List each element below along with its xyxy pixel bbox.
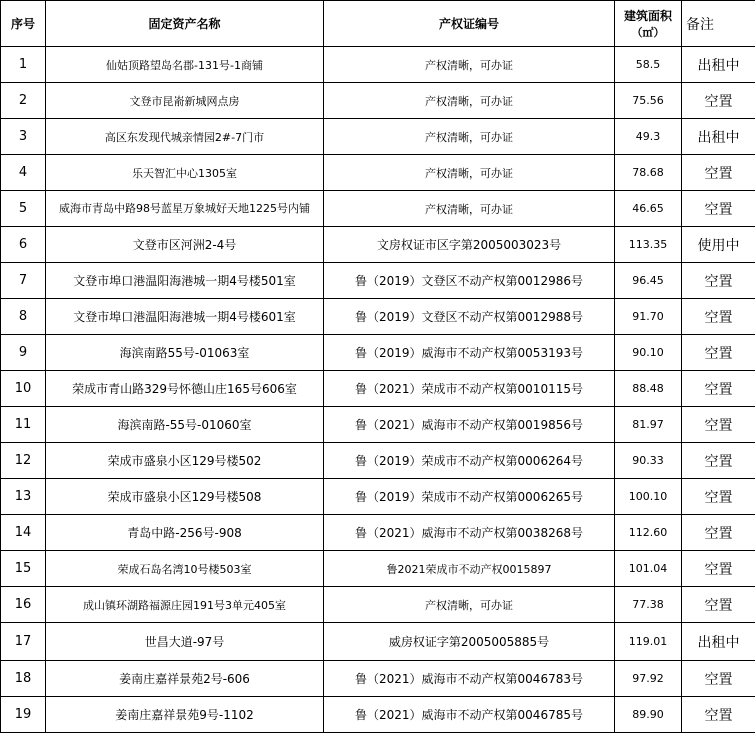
row-cert: 威房权证字第2005005885号 bbox=[324, 623, 615, 661]
table-row bbox=[1, 551, 755, 587]
row-area: 91.70 bbox=[615, 299, 682, 335]
row-name: 世昌大道-97号 bbox=[46, 623, 324, 661]
row-no: 7 bbox=[1, 263, 46, 299]
table-row bbox=[1, 515, 755, 551]
row-note: 空置 bbox=[682, 587, 755, 623]
row-cert: 产权清晰，可办证 bbox=[324, 191, 615, 227]
row-name: 荣成市盛泉小区129号楼508 bbox=[46, 479, 324, 515]
row-no: 18 bbox=[1, 661, 46, 697]
row-no: 14 bbox=[1, 515, 46, 551]
row-no: 4 bbox=[1, 155, 46, 191]
row-cert: 产权清晰，可办证 bbox=[324, 83, 615, 119]
row-area: 75.56 bbox=[615, 83, 682, 119]
row-name: 海滨南路55号-01063室 bbox=[46, 335, 324, 371]
row-cert: 产权清晰，可办证 bbox=[324, 587, 615, 623]
row-area: 100.10 bbox=[615, 479, 682, 515]
row-no: 2 bbox=[1, 83, 46, 119]
header-name: 固定资产名称 bbox=[46, 1, 324, 47]
row-no: 3 bbox=[1, 119, 46, 155]
table-row bbox=[1, 661, 755, 697]
row-area: 49.3 bbox=[615, 119, 682, 155]
row-name: 威海市青岛中路98号蓝星万象城好天地1225号内铺 bbox=[46, 191, 324, 227]
row-cert: 产权清晰，可办证 bbox=[324, 155, 615, 191]
row-cert: 鲁（2021）威海市不动产权第0046785号 bbox=[324, 697, 615, 733]
row-area: 113.35 bbox=[615, 227, 682, 263]
table-row bbox=[1, 83, 755, 119]
row-cert: 产权清晰，可办证 bbox=[324, 119, 615, 155]
row-name: 高区东发现代城亲情园2#-7门市 bbox=[46, 119, 324, 155]
row-name: 青岛中路-256号-908 bbox=[46, 515, 324, 551]
row-note: 空置 bbox=[682, 515, 755, 551]
row-note: 空置 bbox=[682, 407, 755, 443]
row-name: 荣成石岛名湾10号楼503室 bbox=[46, 551, 324, 587]
row-note: 空置 bbox=[682, 263, 755, 299]
row-no: 8 bbox=[1, 299, 46, 335]
row-area: 101.04 bbox=[615, 551, 682, 587]
table-row bbox=[1, 227, 755, 263]
row-note: 空置 bbox=[682, 335, 755, 371]
table-row bbox=[1, 263, 755, 299]
table-row bbox=[1, 191, 755, 227]
row-area: 112.60 bbox=[615, 515, 682, 551]
row-note: 空置 bbox=[682, 191, 755, 227]
row-cert: 鲁（2019）文登区不动产权第0012988号 bbox=[324, 299, 615, 335]
row-no: 1 bbox=[1, 47, 46, 83]
header-area-unit: （㎡） bbox=[631, 26, 665, 39]
row-cert: 文房权证市区字第2005003023号 bbox=[324, 227, 615, 263]
row-cert: 鲁（2019）荣成市不动产权第0006264号 bbox=[324, 443, 615, 479]
row-no: 11 bbox=[1, 407, 46, 443]
row-no: 17 bbox=[1, 623, 46, 661]
row-no: 10 bbox=[1, 371, 46, 407]
row-cert: 鲁（2021）威海市不动产权第0019856号 bbox=[324, 407, 615, 443]
table-row bbox=[1, 697, 755, 733]
row-note: 空置 bbox=[682, 479, 755, 515]
row-no: 19 bbox=[1, 697, 46, 733]
row-no: 13 bbox=[1, 479, 46, 515]
row-note: 出租中 bbox=[682, 623, 755, 661]
row-no: 16 bbox=[1, 587, 46, 623]
table-row bbox=[1, 407, 755, 443]
table-row bbox=[1, 443, 755, 479]
row-cert: 产权清晰，可办证 bbox=[324, 47, 615, 83]
row-cert: 鲁（2019）文登区不动产权第0012986号 bbox=[324, 263, 615, 299]
row-name: 文登市区河洲2-4号 bbox=[46, 227, 324, 263]
row-note: 空置 bbox=[682, 697, 755, 733]
header-area-label: 建筑面积 bbox=[623, 9, 672, 23]
row-cert: 鲁（2021）威海市不动产权第0038268号 bbox=[324, 515, 615, 551]
row-area: 96.45 bbox=[615, 263, 682, 299]
table-row bbox=[1, 623, 755, 661]
table-row bbox=[1, 371, 755, 407]
row-name: 海滨南路-55号-01060室 bbox=[46, 407, 324, 443]
table-row bbox=[1, 155, 755, 191]
header-note: 备注 bbox=[682, 1, 755, 47]
row-note: 使用中 bbox=[682, 227, 755, 263]
table-row bbox=[1, 47, 755, 83]
table-row bbox=[1, 299, 755, 335]
row-area: 90.33 bbox=[615, 443, 682, 479]
row-area: 89.90 bbox=[615, 697, 682, 733]
header-cert: 产权证编号 bbox=[324, 1, 615, 47]
row-note: 空置 bbox=[682, 299, 755, 335]
row-area: 77.38 bbox=[615, 587, 682, 623]
row-name: 乐天智汇中心1305室 bbox=[46, 155, 324, 191]
table-row bbox=[1, 587, 755, 623]
row-name: 文登市昆嵛新城网点房 bbox=[46, 83, 324, 119]
row-area: 78.68 bbox=[615, 155, 682, 191]
row-note: 出租中 bbox=[682, 47, 755, 83]
row-no: 6 bbox=[1, 227, 46, 263]
table-row bbox=[1, 479, 755, 515]
row-cert: 鲁2021荣成市不动产权0015897 bbox=[324, 551, 615, 587]
row-no: 15 bbox=[1, 551, 46, 587]
row-cert: 鲁（2019）威海市不动产权第0053193号 bbox=[324, 335, 615, 371]
header-area bbox=[615, 1, 682, 47]
row-no: 12 bbox=[1, 443, 46, 479]
row-name: 姜南庄嘉祥景苑2号-606 bbox=[46, 661, 324, 697]
row-name: 荣成市盛泉小区129号楼502 bbox=[46, 443, 324, 479]
row-note: 空置 bbox=[682, 371, 755, 407]
header-row bbox=[1, 1, 755, 47]
row-cert: 鲁（2021）荣成市不动产权第0010115号 bbox=[324, 371, 615, 407]
table-row bbox=[1, 119, 755, 155]
row-note: 空置 bbox=[682, 155, 755, 191]
row-no: 9 bbox=[1, 335, 46, 371]
row-area: 81.97 bbox=[615, 407, 682, 443]
row-area: 119.01 bbox=[615, 623, 682, 661]
row-area: 58.5 bbox=[615, 47, 682, 83]
row-name: 姜南庄嘉祥景苑9号-1102 bbox=[46, 697, 324, 733]
row-name: 文登市埠口港温阳海港城一期4号楼501室 bbox=[46, 263, 324, 299]
row-note: 空置 bbox=[682, 83, 755, 119]
table-row bbox=[1, 335, 755, 371]
row-name: 仙姑顶路望岛名郡-131号-1商铺 bbox=[46, 47, 324, 83]
row-name: 成山镇环湖路福源庄园191号3单元405室 bbox=[46, 587, 324, 623]
row-name: 荣成市青山路329号怀德山庄165号606室 bbox=[46, 371, 324, 407]
header-no: 序号 bbox=[1, 1, 46, 47]
row-note: 出租中 bbox=[682, 119, 755, 155]
row-note: 空置 bbox=[682, 661, 755, 697]
row-note: 空置 bbox=[682, 443, 755, 479]
row-cert: 鲁（2021）威海市不动产权第0046783号 bbox=[324, 661, 615, 697]
row-area: 97.92 bbox=[615, 661, 682, 697]
row-area: 90.10 bbox=[615, 335, 682, 371]
row-no: 5 bbox=[1, 191, 46, 227]
row-name: 文登市埠口港温阳海港城一期4号楼601室 bbox=[46, 299, 324, 335]
row-note: 空置 bbox=[682, 551, 755, 587]
row-cert: 鲁（2019）荣成市不动产权第0006265号 bbox=[324, 479, 615, 515]
row-area: 88.48 bbox=[615, 371, 682, 407]
row-area: 46.65 bbox=[615, 191, 682, 227]
